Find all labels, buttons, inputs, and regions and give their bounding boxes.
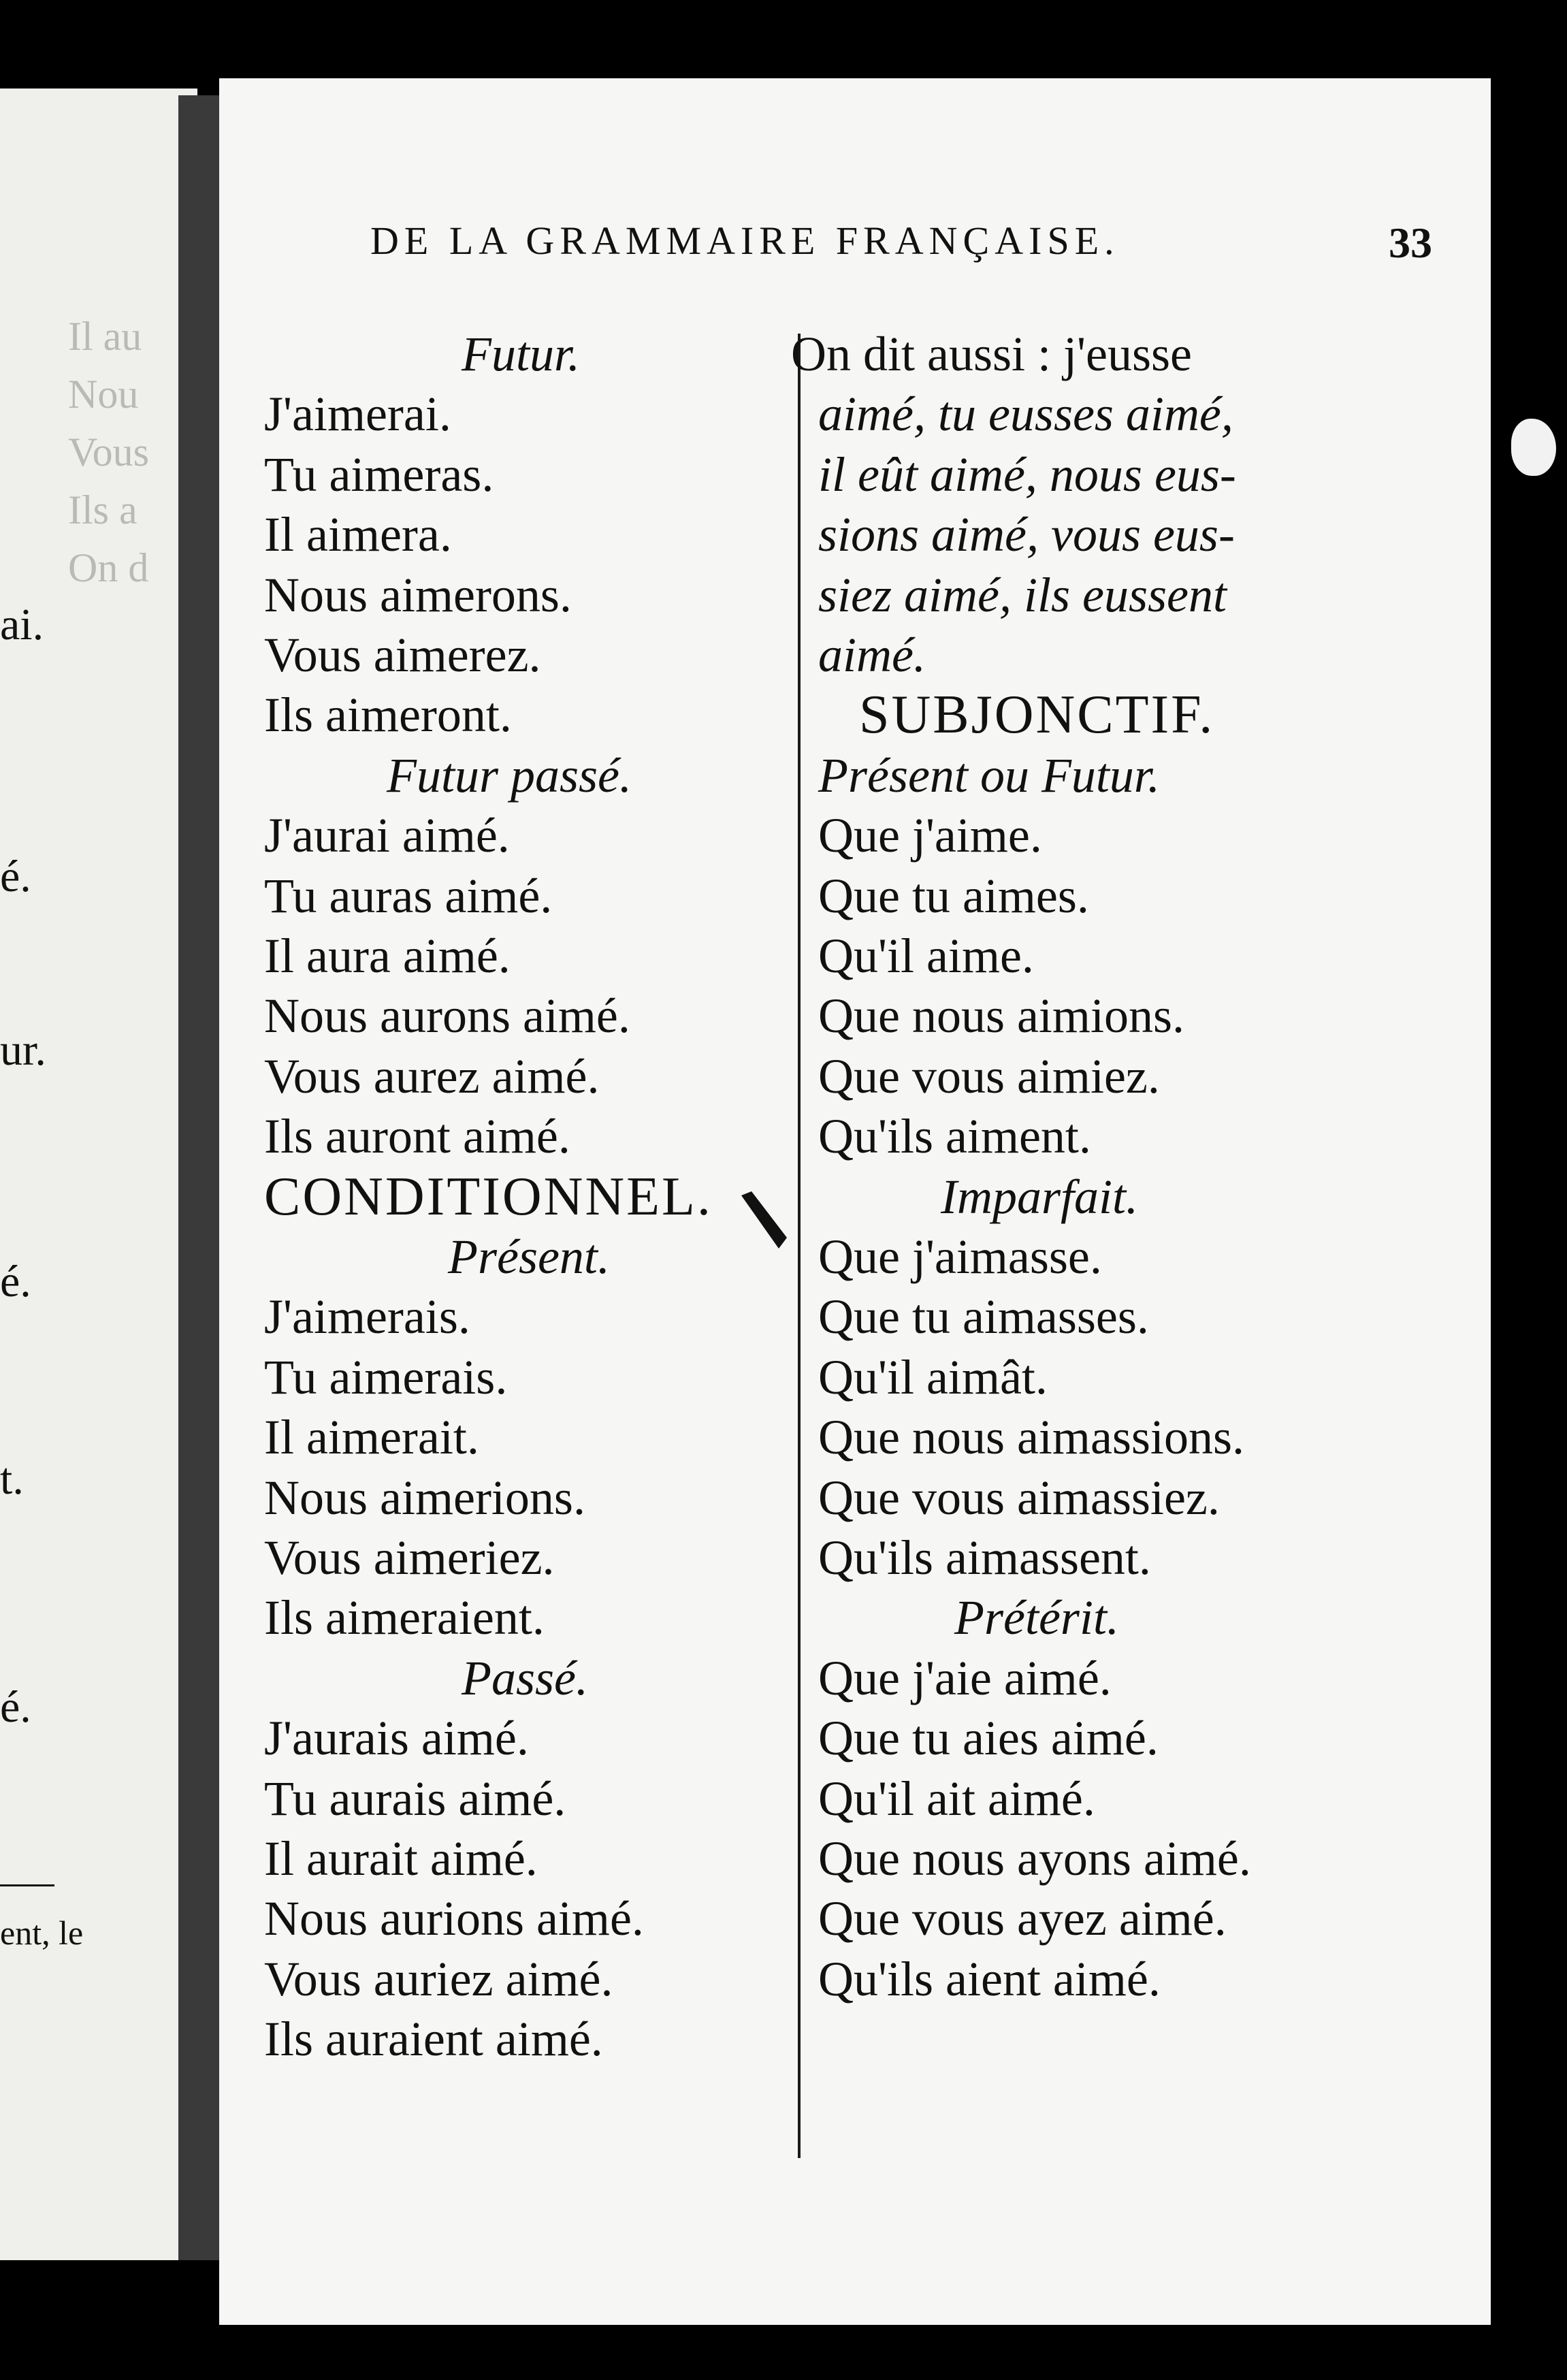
- conjugation-line: Il aura aimé.: [264, 929, 511, 983]
- cut-text-fragment: é.: [0, 852, 31, 901]
- bleed-through-text: Ils a: [68, 487, 138, 532]
- conjugation-line: Vous auriez aimé.: [264, 1951, 613, 2006]
- bleed-through-text: Vous: [68, 430, 149, 475]
- conjugation-line: Nous aimerons.: [264, 567, 572, 622]
- conjugation-line: Que nous aimions.: [818, 988, 1184, 1044]
- conjugation-line: Il aimera.: [264, 507, 452, 562]
- tense-heading: Passé.: [462, 1650, 588, 1705]
- tense-heading: Prétérit.: [954, 1590, 1119, 1645]
- paper-damage-spot: [1511, 419, 1556, 476]
- conjugation-line: Il aurait aimé.: [264, 1831, 538, 1886]
- bleed-through-text: Nou: [68, 372, 139, 417]
- conjugation-line: Ils aimeront.: [264, 688, 512, 743]
- conjugation-line: Nous aurons aimé.: [264, 988, 630, 1044]
- conjugation-line: Qu'ils aient aimé.: [818, 1951, 1161, 2006]
- conjugation-line: Tu aimerais.: [264, 1349, 508, 1404]
- conjugation-line: Tu aurais aimé.: [264, 1771, 566, 1826]
- conjugation-line: Que j'aimasse.: [818, 1229, 1102, 1284]
- conjugation-line: Que vous aimiez.: [818, 1048, 1160, 1104]
- conjugation-line: il eût aimé, nous eus-: [818, 447, 1236, 502]
- conjugation-line: Que nous aimassions.: [818, 1410, 1244, 1465]
- conjugation-line: Nous aurions aimé.: [264, 1891, 644, 1946]
- conjugation-line: aimé, tu eusses aimé,: [818, 387, 1233, 442]
- conjugation-line: Qu'ils aimassent.: [818, 1530, 1151, 1585]
- conjugation-line: Que vous aimassiez.: [818, 1470, 1220, 1525]
- cut-footnote-fragment: ent, le: [0, 1914, 84, 1952]
- conjugation-line: J'aurais aimé.: [264, 1711, 529, 1766]
- tense-heading: Présent.: [448, 1229, 610, 1284]
- section-heading: SUBJONCTIF.: [859, 685, 1215, 745]
- section-heading: CONDITIONNEL.: [264, 1166, 713, 1227]
- tense-heading: Futur passé.: [387, 747, 632, 803]
- conjugation-line: Que j'aime.: [818, 808, 1042, 863]
- conjugation-line: Il aimerait.: [264, 1410, 479, 1465]
- conjugation-line: Que tu aimes.: [818, 868, 1089, 923]
- running-head: [370, 218, 1432, 279]
- footnote-rule: [0, 1884, 54, 1886]
- tense-heading: Présent ou Futur.: [818, 747, 1160, 803]
- conjugation-line: Nous aimerions.: [264, 1470, 585, 1525]
- conjugation-line: Vous aimeriez.: [264, 1530, 555, 1585]
- column-rule: [798, 334, 801, 2158]
- cut-text-fragment: ur.: [0, 1025, 46, 1075]
- cut-text-fragment: t.: [0, 1454, 24, 1504]
- conjugation-line: On dit aussi : j'eusse: [791, 327, 1192, 381]
- bleed-through-text: Il au: [68, 314, 142, 359]
- conjugation-line: siez aimé, ils eussent: [818, 567, 1227, 622]
- tense-heading: Imparfait.: [941, 1169, 1139, 1224]
- conjugation-line: Ils aimeraient.: [264, 1590, 545, 1645]
- conjugation-line: Ils auraient aimé.: [264, 2012, 603, 2067]
- page-number: 33: [1389, 219, 1432, 267]
- conjugation-line: Que tu aies aimé.: [818, 1711, 1159, 1766]
- bleed-through-text: On d: [68, 545, 149, 590]
- conjugation-line: Qu'il ait aimé.: [818, 1771, 1095, 1826]
- running-head-title: DE LA GRAMMAIRE FRANÇAISE.: [370, 219, 1120, 263]
- cut-text-fragment: é.: [0, 1682, 31, 1732]
- ink-blot-mark: [738, 1190, 792, 1251]
- cut-text-fragment: é.: [0, 1257, 31, 1306]
- conjugation-line: J'aimerai.: [264, 387, 451, 442]
- conjugation-line: Vous aurez aimé.: [264, 1048, 600, 1104]
- conjugation-line: Que vous ayez aimé.: [818, 1891, 1227, 1946]
- conjugation-line: Ils auront aimé.: [264, 1109, 570, 1164]
- conjugation-line: Tu aimeras.: [264, 447, 494, 502]
- conjugation-line: Que nous ayons aimé.: [818, 1831, 1251, 1886]
- conjugation-line: Qu'il aime.: [818, 929, 1034, 983]
- conjugation-line: J'aurai aimé.: [264, 808, 510, 863]
- conjugation-line: Que tu aimasses.: [818, 1289, 1149, 1345]
- conjugation-line: aimé.: [818, 628, 926, 682]
- book-gutter: [178, 95, 225, 2260]
- conjugation-line: J'aimerais.: [264, 1289, 470, 1345]
- conjugation-line: Que j'aie aimé.: [818, 1650, 1112, 1705]
- tense-heading: Futur.: [462, 327, 581, 381]
- book-page: [219, 78, 1491, 2325]
- conjugation-line: Qu'ils aiment.: [818, 1109, 1091, 1164]
- conjugation-line: Vous aimerez.: [264, 628, 541, 682]
- cut-text-fragment: ai.: [0, 600, 44, 649]
- conjugation-line: Qu'il aimât.: [818, 1349, 1048, 1404]
- conjugation-line: sions aimé, vous eus-: [818, 507, 1235, 562]
- conjugation-line: Tu auras aimé.: [264, 868, 553, 923]
